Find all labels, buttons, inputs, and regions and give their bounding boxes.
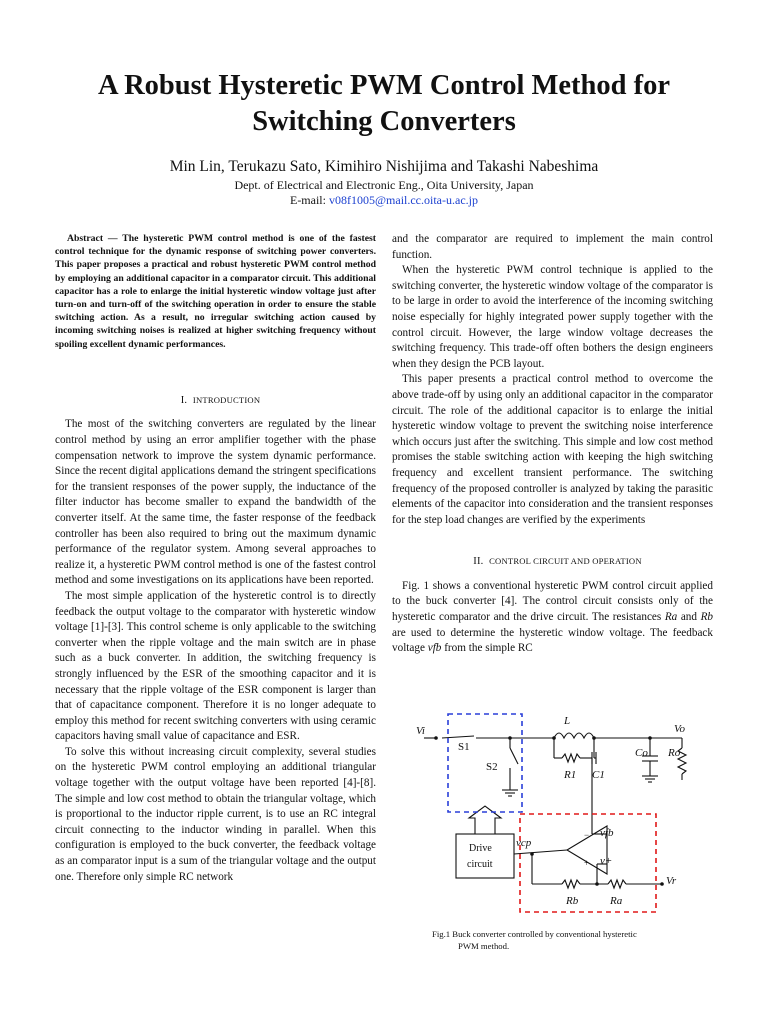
switch-box-blue: [448, 714, 522, 812]
title-line-2: Switching Converters: [252, 106, 516, 137]
ra-symbol: Ra: [664, 611, 678, 624]
s2-text-b: and: [677, 611, 701, 624]
title-line-1: A Robust Hysteretic PWM Control Method for: [97, 70, 671, 101]
affiliation: Dept. of Electrical and Electronic Eng., Oita University, Japan: [234, 178, 534, 192]
label-vfb: vfb: [600, 827, 614, 839]
vfb-symbol: vfb: [427, 642, 442, 655]
label-ra: Ra: [610, 895, 623, 907]
right-column: [392, 232, 713, 657]
label-l: L: [564, 715, 571, 727]
right-paragraph-2: When the hysteretic PWM control technique is applied to the switching converter, the hysteretic window voltage of the comparator is to be large in order to avoid the interference of the incoming switching noise especially for highly integrated power supply together with the control circuit. However, the large window voltage decreases the switching frequency. This trade-off often bothers the design engineers when they design the PCB layout.: [392, 264, 713, 370]
section-2-heading: [392, 554, 713, 570]
switch-s1-blade: [442, 736, 474, 738]
caption-line-2: PWM method.: [458, 941, 510, 951]
intro-paragraph-3: To solve this without increasing circuit complexity, several studies on the hysteretic PWM control employing an additional triangular voltage together with the output voltage have been reported [4]-[8]. The simple and low cost method to obtain the triangular voltage, which is proportional to the inductor ripple current, is to use an RC integral circuit connecting to the inductor winding in parallel. When this configuration is employed to the buck converter, the feedback voltage as an comparator input is a sum of the triangular voltage and the output one. Therefore only simple RC network: [55, 745, 376, 883]
authors: Min Lin, Terukazu Sato, Kimihiro Nishijima and Takashi Nabeshima: [169, 158, 599, 175]
intro-paragraph-1: The most of the switching converters are regulated by the linear control method by using an error amplifier together with the phase compensation network to improve the system dynamic performance. Since the recent digital applications demand the stringent specifications for the transient responses of the power supply, the inductance of the filter inductor has become smaller to expand the bandwidth of the converter itself. At the same time, the faster response of the feedback controller has been also required to bring out the maximum dynamic performance of the regulator system. Among several approaches to realize it, a hysteretic PWM control method is one of the fastest control method and some investigations on its applications have been reported.: [55, 418, 376, 587]
drive-arrow-icon: [469, 806, 501, 834]
email-link[interactable]: v08f1005@mail.cc.oita-u.ac.jp: [328, 193, 478, 207]
s2-text-a: Fig. 1 shows a conventional hysteretic PWM control circuit applied to the buck converter [4]. The control circuit consists only of the hysteretic comparator and the drive circuit. The resistances: [392, 579, 713, 624]
buck-converter-schematic: [412, 706, 702, 924]
email-label: E-mail:: [289, 193, 329, 207]
figure-1-caption: [432, 928, 702, 952]
comparator-minus: −: [584, 830, 590, 840]
s2-text-d: from the simple RC: [441, 642, 533, 655]
label-vcp: vcp: [516, 837, 532, 849]
label-vi: Vi: [416, 725, 425, 737]
resistor-ra: [608, 880, 626, 888]
inductor-l: [554, 733, 594, 738]
resistor-rb: [562, 880, 580, 888]
comparator-plus: +: [584, 858, 590, 868]
label-r1: R1: [564, 769, 577, 781]
label-drive: Drive: [469, 843, 492, 854]
section-1-heading: [55, 393, 376, 409]
label-vo: Vo: [674, 723, 685, 735]
label-s2: S2: [486, 761, 498, 773]
affiliation-block: [40, 178, 728, 208]
left-column: [55, 232, 376, 885]
drive-circuit-box: [456, 834, 514, 878]
caption-line-1: Fig.1 Buck converter controlled by conventional hysteretic: [432, 929, 637, 939]
figure-1: [412, 706, 702, 924]
label-c1: C1: [592, 769, 605, 781]
section-2-number: II.: [473, 556, 484, 568]
s2-text-c: are used to determine the hysteretic window voltage. The feedback voltage: [392, 626, 713, 655]
rb-symbol: Rb: [700, 611, 713, 624]
label-circuit: circuit: [467, 859, 493, 870]
section-2-title: CONTROL CIRCUIT AND OPERATION: [489, 556, 642, 567]
right-paragraph-3: This paper presents a practical control method to overcome the above trade-off by using only an additional capacitor in the comparator circuit. The role of the additional capacitor is to enlarge the initial hysteretic window voltage to prevent the switching noise interference which occurs just after the switching. This simple and low cost method promises the stable switching action with keeping the high switching frequency and excellent transient performance. The switching frequency of the proposed controller is analyzed by taking the parasitic elements of the capacitor into consideration and the transient responses for the step load changes are verified by the experiments: [392, 373, 713, 526]
email-line: [40, 193, 728, 208]
intro-paragraph-2: The most simple application of the hysteretic control is to directly feedback the output voltage to the comparator with hysteretic window voltage [1]-[3]. This control scheme is only applicable to the switching converter when the ripple voltage and the main switch are in phase such as a buck converter. In addition, the switching frequency is strongly influenced by the ESR of the smoothing capacitor and it is necessary that the ripple voltage of the ESR component is larger than that of capacitance component. Therefore it is no longer adequate to employ this method for recent switching converters with using ceramic capacitors having small value of capacitance and ESR.: [55, 589, 376, 743]
label-co: Co: [635, 747, 648, 759]
label-vplus: v+: [600, 855, 613, 867]
section-2-paragraph: [392, 579, 713, 657]
section-1-number: I.: [180, 394, 188, 406]
paper-title: [40, 68, 728, 140]
label-rb: Rb: [566, 895, 579, 907]
right-paragraph-1: and the comparator are required to implement the main control function.: [392, 233, 713, 261]
abstract: Abstract — The hysteretic PWM control method is one of the fastest control technique for the dynamic response of switching power converters. This paper proposes a practical and robust hysteretic PWM control method by employing an additional capacitor in a comparator circuit. This additional capacitor has a role to enlarge the initial hysteretic window voltage just after turn-on and turn-off of the switching operation in order to ensure the stable switching action. As a result, no irregular switching action caused by incoming switching noises is realized at higher switching frequency without spoiling excellent dynamic performances.: [55, 233, 376, 350]
resistor-r1: [562, 754, 580, 762]
label-vr: Vr: [666, 875, 677, 887]
label-s1: S1: [458, 741, 470, 753]
label-ro: Ro: [668, 747, 681, 759]
switch-s2-blade: [510, 748, 518, 764]
section-1-title: INTRODUCTION: [192, 394, 261, 405]
